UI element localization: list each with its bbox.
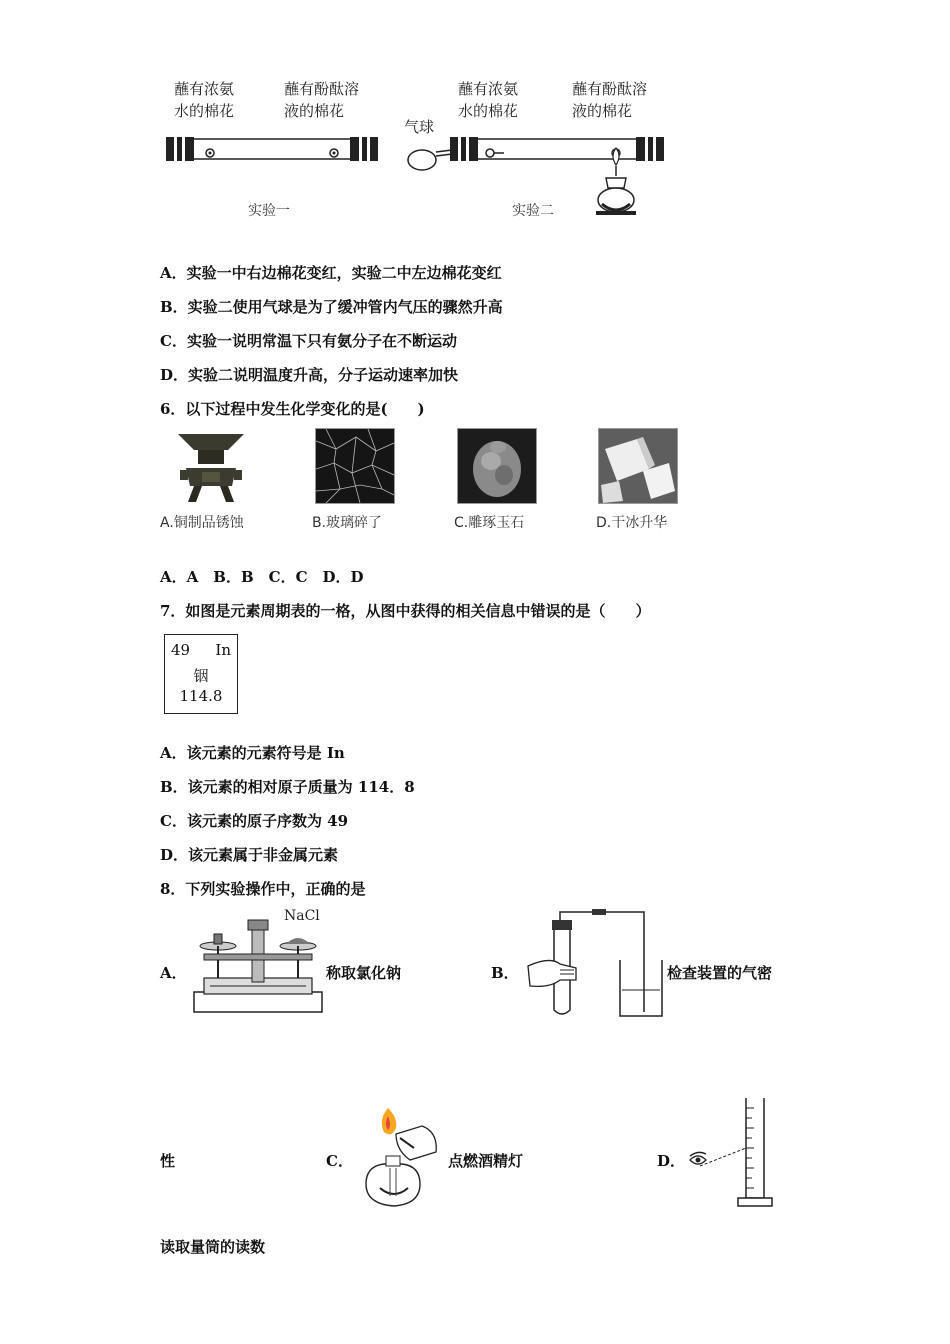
q7-option-d: D．该元素属于非金属元素 — [160, 846, 339, 864]
experiment-figure — [160, 70, 680, 230]
q8-b-text-cont: 性 — [160, 1152, 176, 1170]
q8-a-text: 称取氯化钠 — [326, 964, 402, 982]
graduated-cylinder-image — [686, 1094, 778, 1210]
element-cell — [164, 634, 238, 714]
alcohol-lamp-image — [352, 1104, 448, 1212]
q5-option-d: D．实验二说明温度升高，分子运动速率加快 — [160, 366, 459, 384]
exp2-label-left-line2: 水的棉花 — [458, 102, 519, 120]
broken-glass-icon — [316, 429, 394, 503]
element-number: 49 — [171, 641, 191, 659]
element-name: 铟 — [193, 667, 209, 685]
element-mass: 114.8 — [179, 687, 223, 705]
experiment-apparatus-drawing — [160, 70, 680, 230]
q7-option-b: B．该元素的相对原子质量为 114．8 — [160, 778, 415, 796]
bronze-vessel-icon — [172, 428, 250, 506]
balance-image — [190, 908, 326, 1016]
q8-d-letter: D． — [657, 1152, 686, 1170]
q8-b-text: 检查装置的气密 — [667, 964, 773, 982]
q8-a-letter: A． — [160, 964, 187, 982]
jade-carving-image — [457, 428, 537, 504]
alcohol-lamp-lighting-icon — [352, 1104, 448, 1212]
q8-b-letter: B． — [491, 964, 519, 982]
q6-caption-c: C.雕琢玉石 — [454, 515, 525, 531]
q6-stem: 6．以下过程中发生化学变化的是( ) — [160, 400, 425, 418]
q7-stem: 7．如图是元素周期表的一格，从图中获得的相关信息中错误的是（ ） — [160, 602, 651, 620]
q8-d-text: 读取量筒的读数 — [160, 1238, 266, 1256]
q5-option-b: B．实验二使用气球是为了缓冲管内气压的骤然升高 — [160, 298, 503, 316]
q6-caption-a: A.铜制品锈蚀 — [160, 515, 244, 531]
exp2-label-right-line2: 液的棉花 — [572, 102, 633, 120]
q8-c-text: 点燃酒精灯 — [448, 1152, 524, 1170]
q7-option-c: C．该元素的原子序数为 49 — [160, 812, 349, 830]
q5-option-a: A．实验一中右边棉花变红，实验二中左边棉花变红 — [160, 264, 502, 282]
graduated-cylinder-icon — [686, 1094, 778, 1210]
balloon-label: 气球 — [404, 118, 435, 136]
q8-stem: 8．下列实验操作中，正确的是 — [160, 880, 366, 898]
bronze-vessel-image — [172, 428, 250, 506]
dry-ice-image — [598, 428, 678, 504]
exp1-caption: 实验一 — [248, 203, 290, 219]
exp2-label-left-line1: 蘸有浓氨 — [458, 80, 519, 98]
balance-icon — [190, 908, 326, 1016]
dry-ice-icon — [599, 429, 677, 503]
element-symbol: In — [215, 641, 231, 659]
q7-option-a: A．该元素的元素符号是 In — [160, 744, 345, 762]
broken-glass-image — [315, 428, 395, 504]
nacl-label: NaCl — [284, 908, 320, 924]
q5-option-c: C．实验一说明常温下只有氨分子在不断运动 — [160, 332, 457, 350]
exp1-label-right-line1: 蘸有酚酞溶 — [284, 80, 360, 98]
airtightness-apparatus-icon — [520, 906, 666, 1020]
q8-c-letter: C． — [326, 1152, 353, 1170]
q6-answer-options: A．A B．B C．C D．D — [160, 568, 364, 586]
exp2-label-right-line1: 蘸有酚酞溶 — [572, 80, 648, 98]
exp1-label-left-line1: 蘸有浓氨 — [174, 80, 235, 98]
q6-caption-b: B.玻璃碎了 — [312, 515, 383, 531]
q6-caption-d: D.干冰升华 — [596, 515, 668, 531]
exp2-caption: 实验二 — [512, 203, 554, 219]
jade-carving-icon — [458, 429, 536, 503]
airtightness-image — [520, 906, 666, 1020]
exp1-label-left-line2: 水的棉花 — [174, 102, 235, 120]
exp1-label-right-line2: 液的棉花 — [284, 102, 345, 120]
